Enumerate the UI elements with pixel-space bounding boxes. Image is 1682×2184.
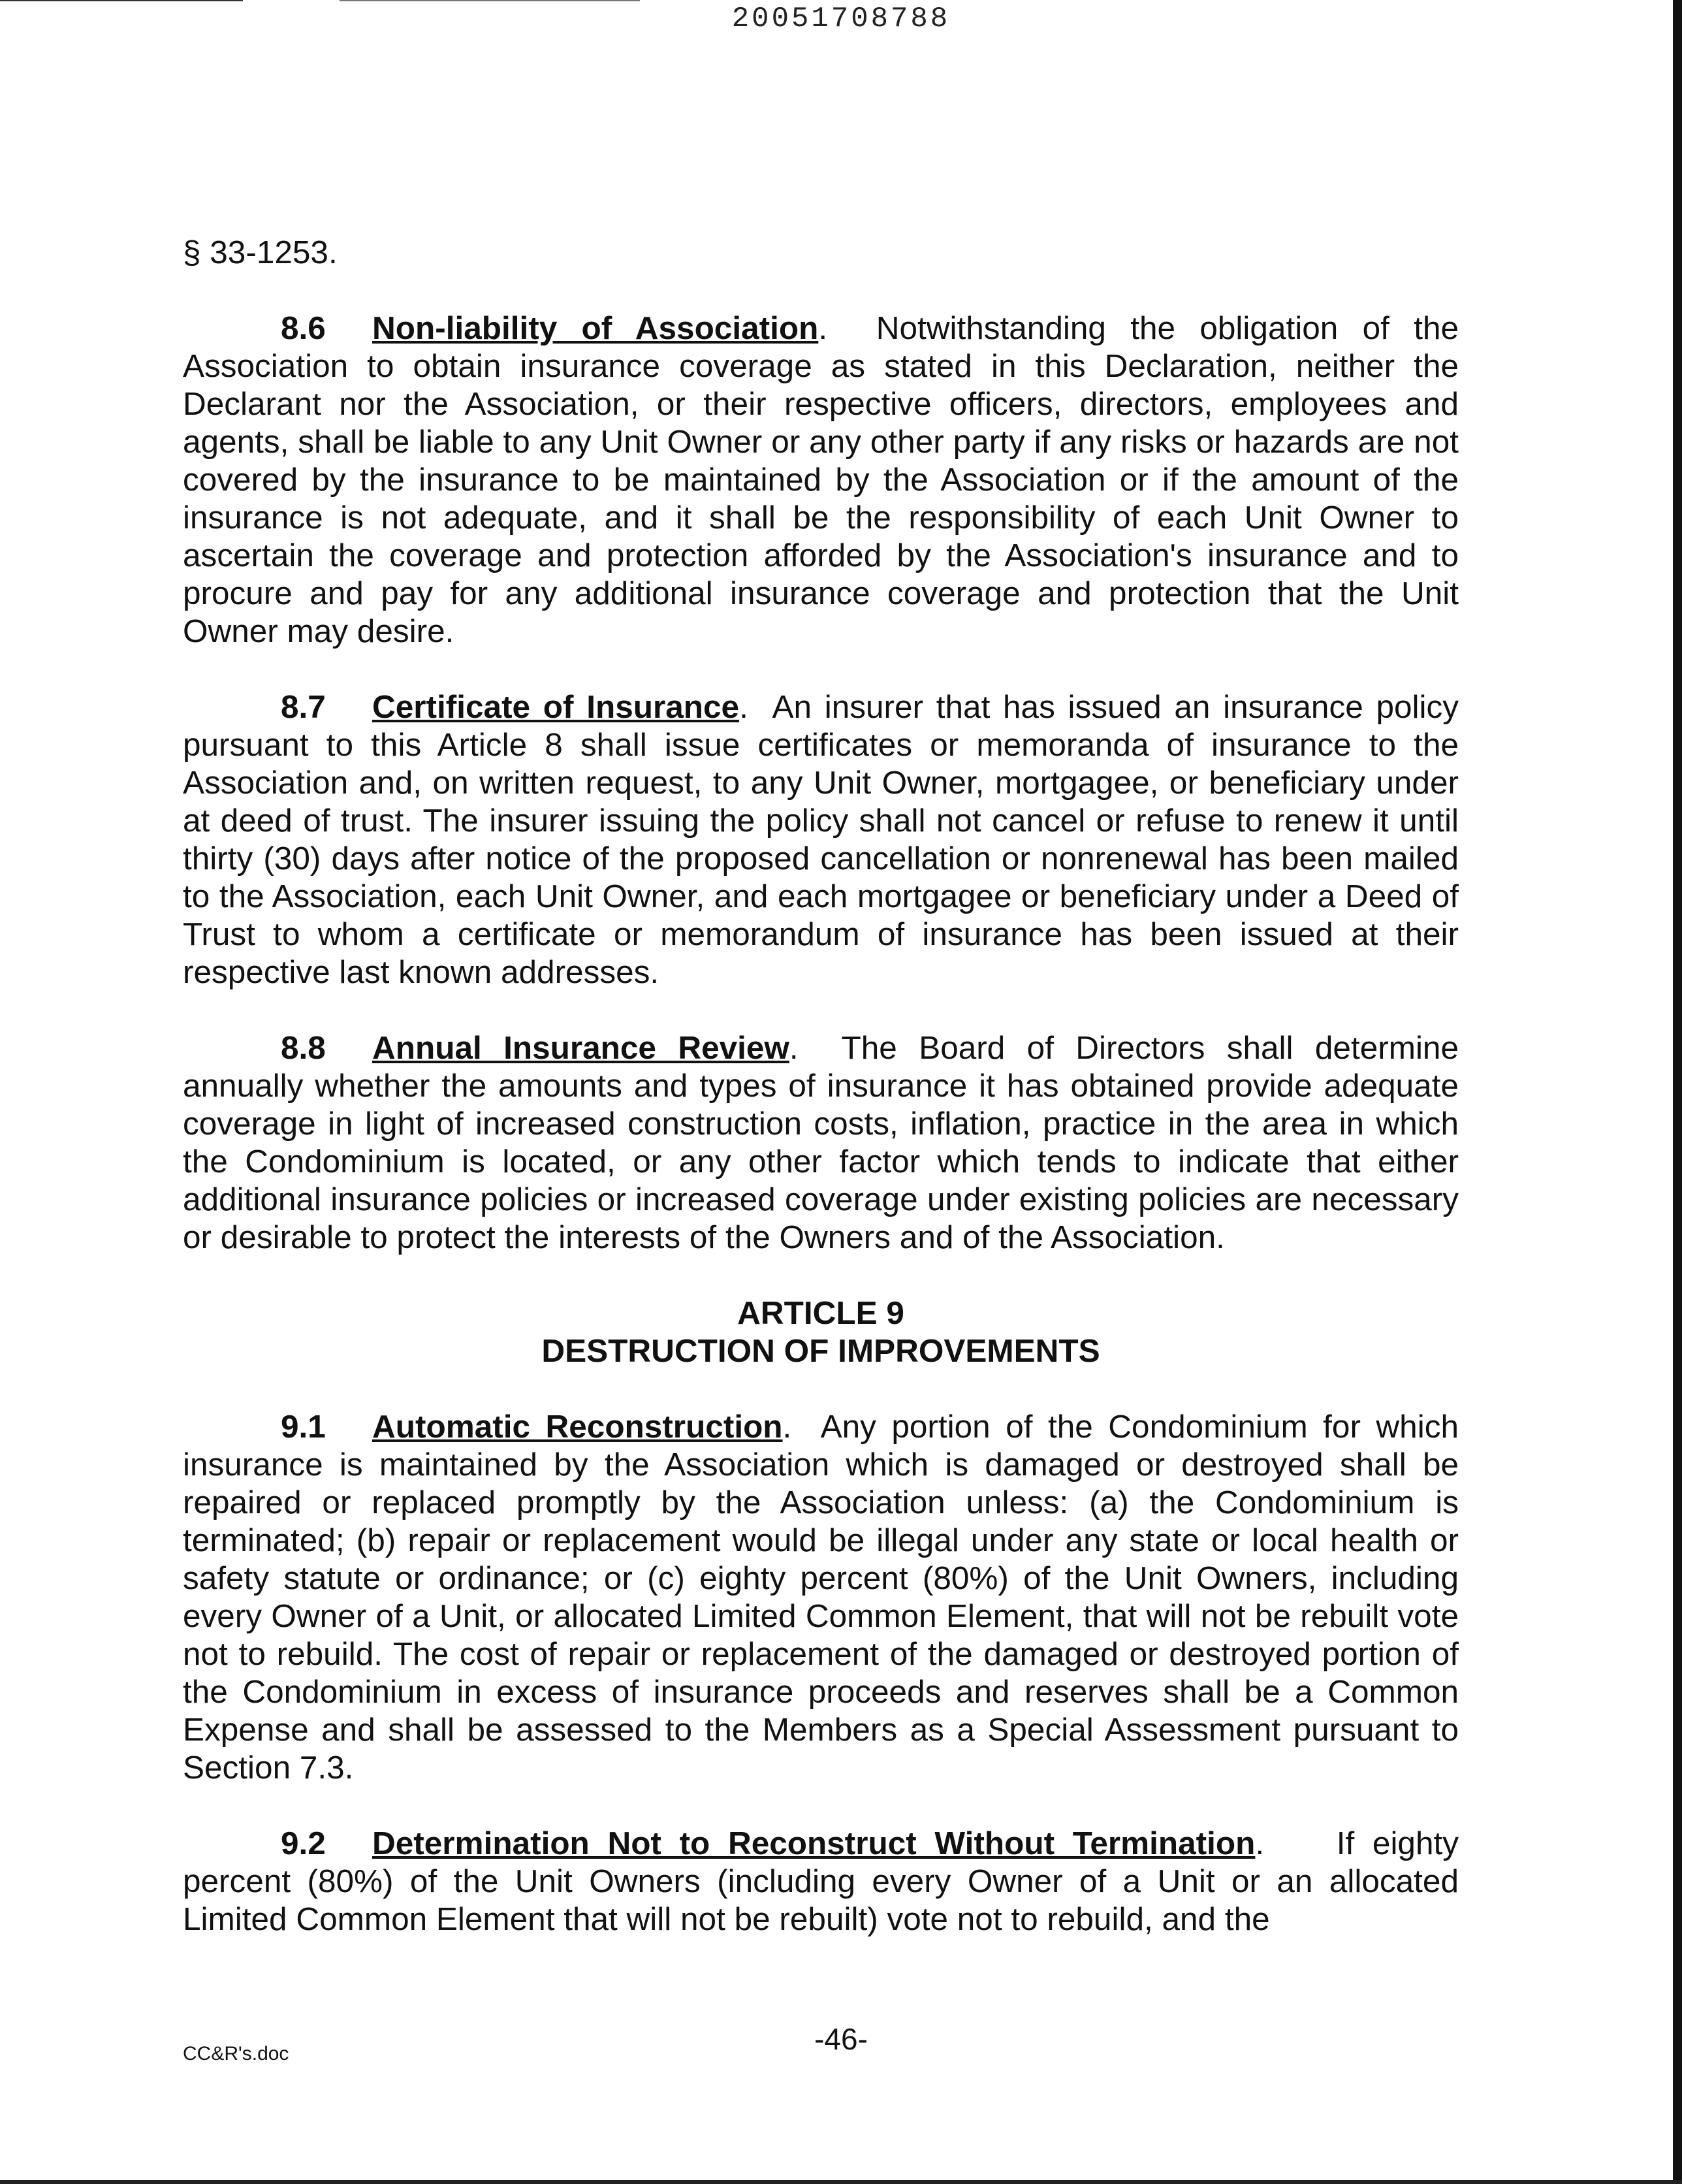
section-body: Notwithstanding the obligation of the Association to obtain insurance coverage as stated in this Declaration, neither the Declarant nor the Association, or their respective officers, directors, employees and agents, shall be liable to any Unit Owner or any other party if any risks or hazards are not covered by the insurance to be maintained by the Association or if the amount of the insurance is not adequate, and it shall be the responsibility of each Unit Owner to ascertain the coverage and protection afforded by the Association's insurance and to procure and pay for any additional insurance coverage and protection that the Unit Owner may desire. <box>183 310 1459 649</box>
section-body: An insurer that has issued an insurance policy pursuant to this Article 8 shall issue certificates or memoranda of insurance to the Association and, on written request, to any Unit Owner, mortgagee, or beneficiary under at deed of trust. The insurer issuing the policy shall not cancel or refuse to renew it until thirty (30) days after notice of the proposed cancellation or nonrenewal has been mailed to the Association, each Unit Owner, and each mortgagee or beneficiary under a Deed of Trust to whom a certificate or memorandum of insurance has been issued at their respective last known addresses. <box>183 689 1459 990</box>
article-heading <box>183 1294 1459 1370</box>
section-number: 9.2 <box>281 1825 326 1861</box>
section-title: Determination Not to Reconstruct Without Termination <box>372 1825 1256 1861</box>
statute-reference: § 33-1253. <box>183 234 338 270</box>
scan-edge-line <box>0 0 243 1</box>
scan-edge-line <box>340 0 640 1</box>
section-8-6: 8.6 Non-liability of Association. Notwithstanding the obligation of the Association to obtain insurance coverage as stated in this Declaration, neither the Declarant nor the Association, or their respective officers, directors, employees and agents, shall be liable to any Unit Owner or any other party if any risks or hazards are not covered by the insurance to be maintained by the Association or if the amount of the insurance is not adequate, and it shall be the responsibility of each Unit Owner to ascertain the coverage and protection afforded by the Association's insurance and to procure and pay for any additional insurance coverage and protection that the Unit Owner may desire. <box>183 310 1459 649</box>
article-number: ARTICLE 9 <box>737 1295 904 1331</box>
section-body: The Board of Directors shall determine annually whether the amounts and types of insurance it has obtained provide adequate coverage in light of increased construction costs, inflation, practice in the area in which the Condominium is located, or any other factor which tends to indicate that either additional insurance policies or increased coverage under existing policies are necessary or desirable to protect the interests of the Owners and of the Association. <box>183 1030 1459 1255</box>
footer-file-name: CC&R's.doc <box>183 2043 289 2064</box>
section-9-2: 9.2 Determination Not to Reconstruct Without Termination. If eighty percent (80%) of the Unit Owners (including every Owner of a Unit or an allocated Limited Common Element that will not be rebuilt) vote not to rebuild, and the <box>183 1825 1459 1937</box>
section-number: 9.1 <box>281 1409 326 1445</box>
section-8-7: 8.7 Certificate of Insurance. An insurer that has issued an insurance policy pursuant to this Article 8 shall issue certificates or memoranda of insurance to the Association and, on written request, to any Unit Owner, mortgagee, or beneficiary under at deed of trust. The insurer issuing the policy shall not cancel or refuse to renew it until thirty (30) days after notice of the proposed cancellation or nonrenewal has been mailed to the Association, each Unit Owner, and each mortgagee or beneficiary under a Deed of Trust to whom a certificate or memorandum of insurance has been issued at their respective last known addresses. <box>183 689 1459 990</box>
document-body <box>183 234 1459 1976</box>
section-number: 8.8 <box>281 1030 326 1066</box>
section-number: 8.6 <box>281 310 326 346</box>
section-body: Any portion of the Condominium for which insurance is maintained by the Association which is damaged or destroyed shall be repaired or replaced promptly by the Association unless: (a) the Condominium is terminated; (b) repair or replacement would be illegal under any state or local health or safety statute or ordinance; or (c) eighty percent (80%) of the Unit Owners, including every Owner of a Unit, or allocated Limited Common Element, that will not be rebuilt vote not to rebuild. The cost of repair or replacement of the damaged or destroyed portion of the Condominium in excess of insurance proceeds and reserves shall be a Common Expense and shall be assessed to the Members as a Special Assessment pursuant to Section 7.3. <box>183 1409 1459 1786</box>
section-title: Automatic Reconstruction <box>372 1409 783 1445</box>
section-title: Non-liability of Association <box>372 310 819 346</box>
section-8-8: 8.8 Annual Insurance Review. The Board of Directors shall determine annually whether the amounts and types of insurance it has obtained provide adequate coverage in light of increased construction costs, inflation, practice in the area in which the Condominium is located, or any other factor which tends to indicate that either additional insurance policies or increased coverage under existing policies are necessary or desirable to protect the interests of the Owners and of the Association. <box>183 1030 1459 1255</box>
page-number: -46- <box>814 2022 868 2056</box>
section-number: 8.7 <box>281 689 326 725</box>
document-recording-number: 20051708788 <box>731 3 951 35</box>
article-title: DESTRUCTION OF IMPROVEMENTS <box>541 1333 1100 1369</box>
scan-right-border <box>1673 0 1682 2184</box>
section-body: If eighty percent (80%) of the Unit Owners (including every Owner of a Unit or an allocated Limited Common Element that will not be rebuilt) vote not to rebuild, and the <box>183 1825 1459 1937</box>
section-9-1: 9.1 Automatic Reconstruction. Any portion of the Condominium for which insurance is maintained by the Association which is damaged or destroyed shall be repaired or replaced promptly by the Association unless: (a) the Condominium is terminated; (b) repair or replacement would be illegal under any state or local health or safety statute or ordinance; or (c) eighty percent (80%) of the Unit Owners, including every Owner of a Unit, or allocated Limited Common Element, that will not be rebuilt vote not to rebuild. The cost of repair or replacement of the damaged or destroyed portion of the Condominium in excess of insurance proceeds and reserves shall be a Common Expense and shall be assessed to the Members as a Special Assessment pursuant to Section 7.3. <box>183 1409 1459 1786</box>
scan-bottom-border <box>0 2180 1682 2184</box>
section-title: Annual Insurance Review <box>372 1030 789 1066</box>
section-title: Certificate of Insurance <box>372 689 740 725</box>
